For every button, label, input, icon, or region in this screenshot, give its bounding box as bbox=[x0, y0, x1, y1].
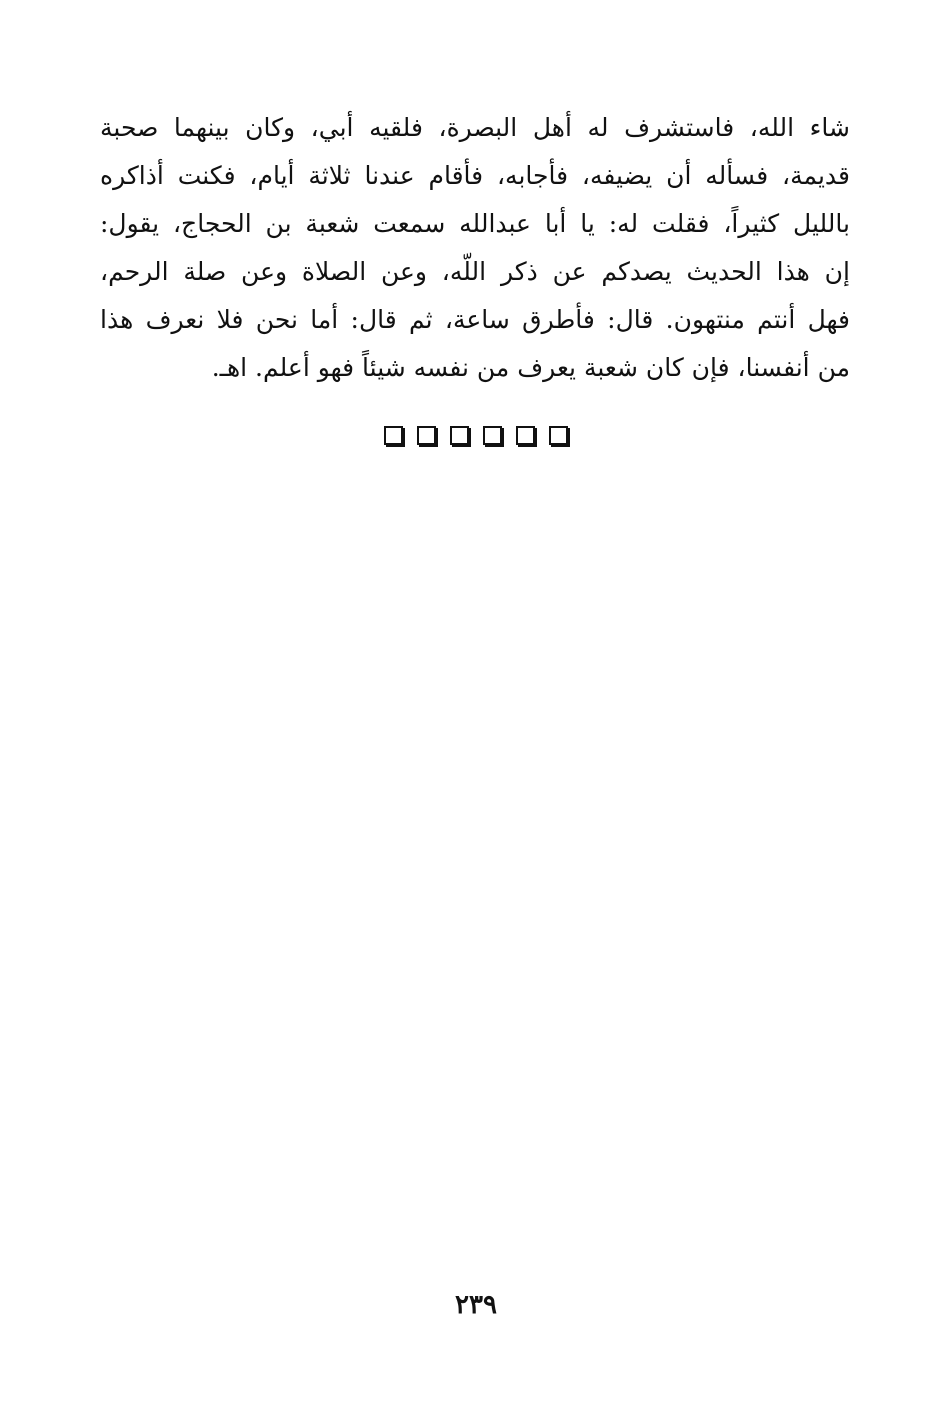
square-ornament-icon bbox=[450, 426, 469, 445]
square-ornament-icon bbox=[516, 426, 535, 445]
text-line: قديمة، فسأله أن يضيفه، فأجابه، فأقام عندنا ثلاثة أيام، فكنت أذاكره bbox=[100, 161, 850, 190]
text-line: بالليل كثيراً، فقلت له: يا أبا عبدالله سمعت شعبة بن الحجاج، يقول: bbox=[100, 209, 850, 238]
square-ornament-icon bbox=[417, 426, 436, 445]
text-line: إن هذا الحديث يصدكم عن ذكر اللّه، وعن الصلاة وعن صلة الرحم، bbox=[100, 257, 850, 286]
square-ornament-icon bbox=[483, 426, 502, 445]
text-line: شاء الله، فاستشرف له أهل البصرة، فلقيه أبي، وكان بينهما صحبة bbox=[100, 113, 850, 142]
text-line: من أنفسنا، فإن كان شعبة يعرف من نفسه شيئاً فهو أعلم. اهـ. bbox=[211, 353, 850, 382]
square-ornament-icon bbox=[549, 426, 568, 445]
text-line: فهل أنتم منتهون. قال: فأطرق ساعة، ثم قال: أما نحن فلا نعرف هذا bbox=[100, 305, 850, 334]
body-paragraph bbox=[100, 104, 850, 392]
section-divider bbox=[0, 426, 952, 445]
page-number: ٢٣٩ bbox=[455, 1290, 497, 1320]
square-ornament-icon bbox=[384, 426, 403, 445]
